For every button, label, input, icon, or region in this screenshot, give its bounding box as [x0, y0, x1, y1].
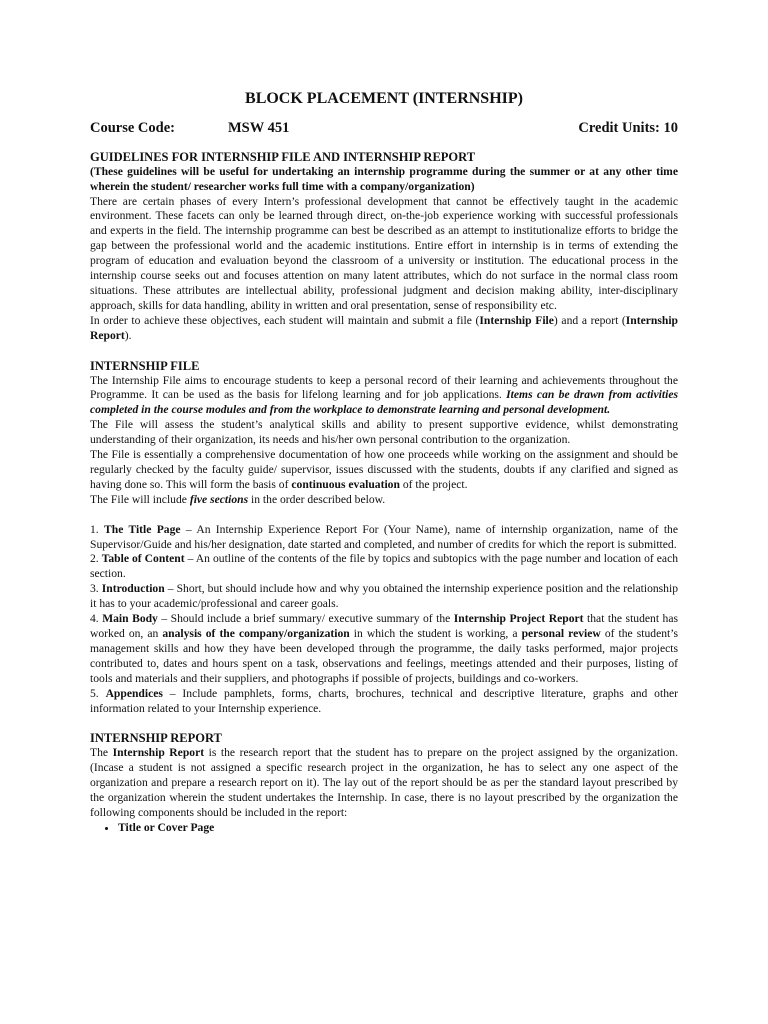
text-run: – Should include a brief summary/ executive summary of the	[157, 612, 454, 626]
report-components-list	[90, 821, 678, 836]
text-run: The File will include	[90, 492, 190, 506]
course-code-label: Course Code:	[90, 119, 175, 136]
item-number: 2.	[90, 552, 102, 566]
bold-run: Internship File	[479, 313, 554, 327]
internship-report-para-1	[90, 746, 678, 821]
text-run: ) and a report (	[553, 313, 626, 327]
item-title: Appendices	[105, 686, 163, 700]
internship-file-para-3	[90, 448, 678, 493]
bold-run: Internship Report	[112, 746, 205, 760]
text-run: in which the student is working, a	[349, 627, 522, 640]
guidelines-heading: GUIDELINES FOR INTERNSHIP FILE AND INTERNSHIP REPORT	[90, 149, 476, 164]
guidelines-para-1: There are certain phases of every Intern’s professional development that cannot be effectively taught in the academic environment. These facets can only be learned through direct, on-the-job experience working with successful professionals and experts in the field. The internship programme can best be described as an attempt to institutionalize efforts to bridge the gap between the professional world and the academic institutions. Entire effort in internship is in terms of extending the program of education and evaluation beyond the classroom of a university or institution. The educational process in the internship course seeks out and focuses attention on many latent attributes, which do not surface in the normal class room situations. These attributes are intellectual ability, professional judgment and decision making ability, inter-disciplinary approach, skills for data handling, ability in written and oral presentation, sense of responsibility etc.	[90, 194, 678, 312]
text-run: that the student has worked on, an	[90, 612, 678, 640]
item-title: Main Body	[102, 612, 158, 626]
section-item-5	[90, 687, 678, 717]
text-run: In order to achieve these objectives, each student will maintain and submit a file (	[90, 313, 480, 327]
text-run: ).	[124, 328, 132, 342]
internship-file-para-1	[90, 374, 678, 419]
course-info-row	[90, 121, 678, 136]
item-text: – An outline of the contents of the file by topics and subtopics with the page number and location of each section.	[90, 552, 679, 581]
internship-file-heading: INTERNSHIP FILE	[90, 358, 200, 373]
item-number: 4.	[90, 612, 103, 626]
guidelines-note-text: (These guidelines will be useful for undertaking an internship programme during the summer or at any other time wherein the student/ researcher works full time with a company/organization)	[90, 164, 678, 193]
bold-italic-run: Items can be drawn from activities completed in the course modules and from the workplace to demonstrate learning and personal development.	[90, 388, 678, 417]
page-title: BLOCK PLACEMENT (INTERNSHIP)	[245, 90, 523, 107]
item-text: – Include pamphlets, forms, charts, brochures, technical and descriptive literature, graphs and other information related to your Internship experience.	[90, 686, 678, 715]
bold-run: analysis of the company/organization	[162, 627, 350, 640]
bold-run: Internship Project Report	[453, 612, 584, 626]
text-run: The	[90, 746, 113, 760]
list-item: • Title or Cover Page	[118, 821, 678, 836]
section-item-1	[90, 523, 678, 553]
text-run: in the order described below.	[248, 492, 386, 506]
text-run: The File is essentially a comprehensive documentation of how one proceeds while working on the assignment and should be regularly checked by the faculty guide/ supervisor, issues discussed with the students, doubts if any clarified and signed as having done so. This will form the basis of	[90, 448, 678, 491]
item-title: Introduction	[101, 582, 165, 596]
internship-file-para-4	[90, 493, 678, 508]
section-item-4	[90, 612, 678, 687]
section-item-2	[90, 552, 678, 582]
item-text: – Short, but should include how and why you obtained the internship experience position and the relationship it has to your academic/professional and career goals.	[90, 582, 678, 611]
item-number: 3.	[90, 582, 102, 596]
document-page	[90, 92, 678, 836]
section-item-3	[90, 582, 678, 612]
guidelines-para-2	[90, 314, 678, 344]
guidelines-note	[90, 165, 678, 195]
course-code-value: MSW 451	[228, 119, 290, 136]
text-run: is the research report that the student has to prepare on the project assigned by the organization. (Incase a student is not assigned a specific research project in the organization, he has to select any one aspect of the organization and prepare a research report on it). The lay out of the report should be as per the standard layout prescribed by the organization wherein the student undertakes the Internship. In case, there is no layout prescribed by the organization the following components should be included in the report:	[90, 746, 678, 819]
text-run: of the student’s management skills and how they have been developed through the programme, the daily tasks performed, major projects contributed to, dates and hours spent on a task, observations and feelings, meetings attended and their purposes, listing of tools and materials and their suppliers, and photographs if possible of projects, buildings and co-workers.	[90, 627, 678, 685]
bold-run: Internship Report	[90, 313, 678, 342]
internship-report-heading: INTERNSHIP REPORT	[90, 731, 222, 746]
text-run: of the project.	[399, 477, 468, 491]
bold-italic-run: five sections	[189, 492, 249, 506]
item-number: 1.	[90, 522, 105, 536]
internship-file-para-2: The File will assess the student’s analytical skills and ability to present supportive evidence, whilst demonstrating understanding of their organization, its needs and his/her own personal contribution to the organization.	[90, 418, 678, 447]
item-title: The Title Page	[104, 522, 181, 536]
item-title: Table of Content	[101, 552, 185, 566]
item-text: – An Internship Experience Report For (Your Name), name of internship organization, name of the Supervisor/Guide and his/her designation, date started and completed, and number of credits for which the report is submitted.	[90, 522, 678, 551]
text-run: The Internship File aims to encourage students to keep a personal record of their learning and achievements throughout the Programme. It can be used as the basis for lifelong learning and for job applications.	[90, 373, 678, 402]
bold-run: personal review	[521, 627, 601, 640]
bold-run: continuous evaluation	[291, 477, 400, 491]
item-number: 5.	[90, 686, 106, 700]
credit-units: Credit Units: 10	[578, 119, 678, 136]
